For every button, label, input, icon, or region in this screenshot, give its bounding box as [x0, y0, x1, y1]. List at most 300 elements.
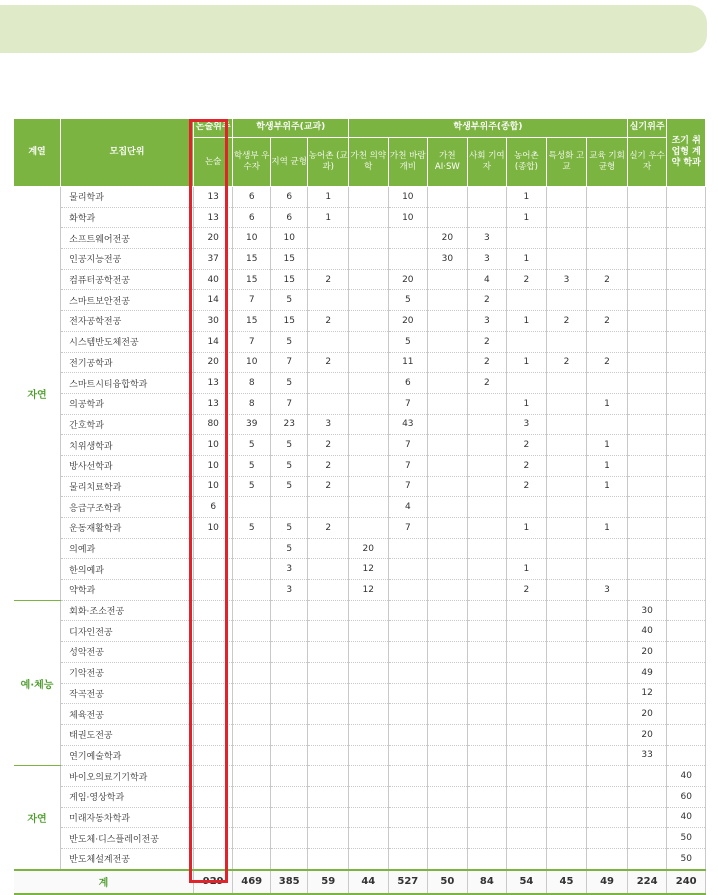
quota-cell — [428, 414, 468, 435]
quota-cell — [627, 187, 667, 208]
quota-cell — [193, 662, 233, 683]
quota-cell — [546, 724, 587, 745]
unit-name-cell: 치위생학과 — [61, 435, 194, 456]
quota-cell — [587, 559, 628, 580]
quota-cell — [587, 807, 628, 828]
quota-cell — [428, 497, 468, 518]
quota-cell — [233, 662, 271, 683]
quota-cell — [388, 683, 428, 704]
unit-name-cell: 약학과 — [61, 580, 194, 601]
quota-cell — [349, 828, 389, 849]
quota-cell — [587, 704, 628, 725]
quota-cell — [388, 642, 428, 663]
quota-cell — [270, 662, 308, 683]
quota-cell: 5 — [233, 476, 271, 497]
quota-cell — [349, 497, 389, 518]
quota-cell — [388, 724, 428, 745]
quota-cell — [308, 662, 349, 683]
quota-cell: 1 — [587, 393, 628, 414]
quota-cell: 15 — [270, 269, 308, 290]
quota-cell — [349, 455, 389, 476]
quota-cell — [308, 538, 349, 559]
quota-cell — [667, 497, 706, 518]
quota-cell — [428, 331, 468, 352]
quota-cell — [388, 228, 428, 249]
table-row — [14, 559, 706, 580]
quota-cell — [507, 642, 547, 663]
category-cell: 자연 — [14, 766, 61, 870]
quota-cell — [428, 642, 468, 663]
quota-cell — [467, 393, 507, 414]
quota-cell — [193, 745, 233, 766]
header-sub: 가천 바람 개비 — [388, 138, 428, 187]
quota-cell — [349, 642, 389, 663]
unit-name-cell: 의공학과 — [61, 393, 194, 414]
quota-cell — [546, 828, 587, 849]
quota-cell: 6 — [233, 187, 271, 208]
quota-cell — [233, 786, 271, 807]
quota-cell — [428, 311, 468, 332]
quota-cell: 20 — [627, 704, 667, 725]
quota-cell: 2 — [308, 311, 349, 332]
quota-cell — [667, 455, 706, 476]
quota-cell — [627, 311, 667, 332]
quota-cell — [308, 807, 349, 828]
quota-cell — [193, 600, 233, 621]
total-label: 계 — [14, 870, 193, 894]
quota-cell: 3 — [546, 269, 587, 290]
quota-cell — [546, 414, 587, 435]
quota-cell: 14 — [193, 290, 233, 311]
quota-cell — [349, 187, 389, 208]
quota-cell — [428, 455, 468, 476]
table-row — [14, 435, 706, 456]
quota-cell — [546, 393, 587, 414]
quota-cell: 3 — [270, 580, 308, 601]
quota-cell — [667, 187, 706, 208]
quota-cell: 1 — [587, 518, 628, 539]
quota-cell: 37 — [193, 249, 233, 270]
table-row — [14, 352, 706, 373]
total-cell: 224 — [627, 870, 667, 894]
quota-cell — [193, 724, 233, 745]
quota-cell — [667, 414, 706, 435]
unit-name-cell: 미래자동차학과 — [61, 807, 194, 828]
quota-cell — [193, 807, 233, 828]
quota-cell — [308, 745, 349, 766]
unit-name-cell: 소프트웨어전공 — [61, 228, 194, 249]
quota-cell: 7 — [270, 352, 308, 373]
unit-name-cell: 의예과 — [61, 538, 194, 559]
quota-cell: 6 — [270, 207, 308, 228]
table-row — [14, 311, 706, 332]
total-cell: 49 — [587, 870, 628, 894]
quota-cell: 2 — [507, 580, 547, 601]
category-cell: 예·체능 — [14, 600, 61, 766]
quota-cell: 10 — [193, 476, 233, 497]
quota-cell: 8 — [233, 373, 271, 394]
quota-cell: 5 — [233, 435, 271, 456]
quota-cell — [627, 849, 667, 870]
quota-cell — [270, 745, 308, 766]
quota-cell — [270, 828, 308, 849]
table-row — [14, 745, 706, 766]
quota-cell — [349, 476, 389, 497]
quota-cell — [308, 600, 349, 621]
quota-cell: 11 — [388, 352, 428, 373]
quota-cell — [467, 828, 507, 849]
quota-cell — [587, 786, 628, 807]
quota-cell — [546, 849, 587, 870]
quota-cell: 15 — [270, 249, 308, 270]
quota-cell — [428, 704, 468, 725]
quota-cell: 2 — [308, 476, 349, 497]
quota-cell: 10 — [388, 207, 428, 228]
quota-cell: 2 — [507, 269, 547, 290]
unit-name-cell: 성악전공 — [61, 642, 194, 663]
quota-cell — [270, 600, 308, 621]
quota-cell — [308, 290, 349, 311]
table-row — [14, 249, 706, 270]
quota-cell — [507, 724, 547, 745]
quota-cell — [349, 600, 389, 621]
quota-cell: 7 — [233, 290, 271, 311]
quota-cell — [233, 807, 271, 828]
total-cell: 527 — [388, 870, 428, 894]
quota-cell — [193, 704, 233, 725]
quota-cell — [388, 580, 428, 601]
quota-cell — [546, 331, 587, 352]
total-cell: 45 — [546, 870, 587, 894]
unit-name-cell: 응급구조학과 — [61, 497, 194, 518]
quota-cell — [193, 786, 233, 807]
quota-cell — [349, 683, 389, 704]
header-category: 계열 — [14, 119, 61, 187]
quota-cell — [233, 745, 271, 766]
quota-cell — [467, 476, 507, 497]
quota-cell — [667, 662, 706, 683]
table-row — [14, 455, 706, 476]
quota-cell: 40 — [627, 621, 667, 642]
quota-cell: 43 — [388, 414, 428, 435]
quota-cell — [667, 642, 706, 663]
quota-cell: 1 — [507, 518, 547, 539]
table-row — [14, 704, 706, 725]
quota-cell — [587, 373, 628, 394]
quota-cell — [308, 683, 349, 704]
table-row — [14, 642, 706, 663]
quota-cell: 1 — [507, 559, 547, 580]
quota-cell — [667, 600, 706, 621]
quota-cell — [388, 745, 428, 766]
quota-cell — [627, 207, 667, 228]
quota-cell — [587, 621, 628, 642]
total-cell: 240 — [667, 870, 706, 894]
quota-cell — [349, 414, 389, 435]
quota-cell — [467, 766, 507, 787]
quota-cell — [507, 704, 547, 725]
header-sub: 사회 기여자 — [467, 138, 507, 187]
quota-cell: 2 — [507, 476, 547, 497]
quota-cell — [667, 331, 706, 352]
quota-cell — [546, 683, 587, 704]
unit-name-cell: 디자인전공 — [61, 621, 194, 642]
quota-cell: 5 — [270, 455, 308, 476]
quota-cell — [270, 621, 308, 642]
quota-cell: 1 — [507, 207, 547, 228]
quota-cell — [587, 828, 628, 849]
quota-cell: 2 — [308, 435, 349, 456]
quota-cell — [428, 269, 468, 290]
quota-cell — [428, 393, 468, 414]
quota-cell — [587, 766, 628, 787]
table-row — [14, 786, 706, 807]
quota-cell: 13 — [193, 393, 233, 414]
quota-cell: 1 — [587, 435, 628, 456]
quota-cell: 3 — [507, 414, 547, 435]
quota-cell: 7 — [388, 476, 428, 497]
quota-cell — [428, 290, 468, 311]
quota-cell — [428, 786, 468, 807]
table-row — [14, 683, 706, 704]
unit-name-cell: 화학과 — [61, 207, 194, 228]
quota-cell: 10 — [388, 187, 428, 208]
quota-cell — [388, 766, 428, 787]
quota-cell: 39 — [233, 414, 271, 435]
quota-cell — [467, 745, 507, 766]
quota-cell — [667, 683, 706, 704]
quota-cell — [467, 683, 507, 704]
quota-cell — [667, 393, 706, 414]
quota-cell — [349, 249, 389, 270]
table-row — [14, 228, 706, 249]
table-row — [14, 766, 706, 787]
quota-cell — [193, 559, 233, 580]
quota-cell — [388, 249, 428, 270]
table-row — [14, 331, 706, 352]
table-row — [14, 393, 706, 414]
header-sub: 교육 기회 균형 — [587, 138, 628, 187]
quota-cell — [587, 228, 628, 249]
quota-cell — [587, 187, 628, 208]
quota-cell — [587, 662, 628, 683]
quota-cell — [587, 724, 628, 745]
quota-cell — [349, 662, 389, 683]
quota-cell — [349, 352, 389, 373]
quota-cell: 5 — [270, 435, 308, 456]
quota-cell: 15 — [270, 311, 308, 332]
quota-cell — [388, 849, 428, 870]
quota-cell — [308, 373, 349, 394]
quota-cell — [546, 600, 587, 621]
quota-cell — [193, 538, 233, 559]
quota-cell — [587, 497, 628, 518]
header-sub: 가천 AI·SW — [428, 138, 468, 187]
quota-cell: 15 — [233, 269, 271, 290]
quota-cell — [308, 849, 349, 870]
table-row — [14, 849, 706, 870]
unit-name-cell: 운동재활학과 — [61, 518, 194, 539]
quota-cell — [507, 373, 547, 394]
header-sub: 실기 우수자 — [627, 138, 667, 187]
quota-cell: 3 — [467, 228, 507, 249]
quota-cell — [627, 455, 667, 476]
quota-cell — [546, 766, 587, 787]
quota-cell — [270, 849, 308, 870]
quota-cell — [546, 538, 587, 559]
quota-cell: 2 — [507, 455, 547, 476]
quota-cell — [428, 849, 468, 870]
unit-name-cell: 태권도전공 — [61, 724, 194, 745]
quota-cell — [428, 580, 468, 601]
quota-cell — [388, 559, 428, 580]
quota-cell — [349, 745, 389, 766]
quota-cell — [233, 621, 271, 642]
quota-cell — [546, 373, 587, 394]
quota-cell — [270, 704, 308, 725]
quota-cell — [667, 373, 706, 394]
quota-cell — [308, 580, 349, 601]
header-group-student-comprehensive: 학생부위주(종합) — [349, 119, 628, 138]
quota-cell — [428, 538, 468, 559]
quota-cell: 13 — [193, 207, 233, 228]
quota-cell: 1 — [507, 311, 547, 332]
quota-cell — [349, 849, 389, 870]
header-sub: 지역 균형 — [270, 138, 308, 187]
quota-cell — [587, 683, 628, 704]
quota-cell: 60 — [667, 786, 706, 807]
quota-cell — [507, 745, 547, 766]
quota-cell: 1 — [507, 393, 547, 414]
quota-cell: 33 — [627, 745, 667, 766]
quota-cell — [627, 373, 667, 394]
quota-cell: 20 — [193, 228, 233, 249]
quota-cell — [388, 600, 428, 621]
quota-cell — [233, 538, 271, 559]
quota-cell: 5 — [270, 538, 308, 559]
quota-cell — [507, 683, 547, 704]
total-cell: 84 — [467, 870, 507, 894]
total-cell: 50 — [428, 870, 468, 894]
quota-cell — [349, 207, 389, 228]
unit-name-cell: 물리학과 — [61, 187, 194, 208]
quota-cell — [507, 290, 547, 311]
quota-cell — [349, 331, 389, 352]
quota-cell — [428, 766, 468, 787]
quota-cell: 7 — [388, 455, 428, 476]
quota-cell — [308, 559, 349, 580]
quota-cell — [627, 559, 667, 580]
quota-cell — [507, 828, 547, 849]
quota-cell — [193, 849, 233, 870]
quota-cell: 15 — [233, 311, 271, 332]
table-row — [14, 476, 706, 497]
quota-cell — [308, 786, 349, 807]
quota-cell — [667, 207, 706, 228]
quota-cell — [546, 704, 587, 725]
admissions-table — [14, 119, 706, 895]
table-row — [14, 269, 706, 290]
quota-cell — [667, 745, 706, 766]
quota-cell: 13 — [193, 373, 233, 394]
quota-cell: 40 — [193, 269, 233, 290]
table-row — [14, 807, 706, 828]
quota-cell — [233, 497, 271, 518]
quota-cell — [507, 331, 547, 352]
quota-cell — [667, 249, 706, 270]
quota-cell: 20 — [349, 538, 389, 559]
quota-cell: 2 — [587, 269, 628, 290]
quota-cell — [627, 352, 667, 373]
quota-cell — [507, 228, 547, 249]
unit-name-cell: 전기공학과 — [61, 352, 194, 373]
quota-cell — [546, 642, 587, 663]
quota-cell — [507, 786, 547, 807]
quota-cell — [308, 497, 349, 518]
quota-cell: 7 — [388, 393, 428, 414]
quota-cell — [428, 600, 468, 621]
quota-cell — [667, 476, 706, 497]
quota-cell — [308, 766, 349, 787]
quota-cell: 2 — [467, 352, 507, 373]
quota-cell — [388, 662, 428, 683]
category-cell: 자연 — [14, 187, 61, 601]
quota-cell — [270, 683, 308, 704]
quota-cell — [467, 807, 507, 828]
quota-cell — [627, 435, 667, 456]
total-cell: 54 — [507, 870, 547, 894]
quota-cell — [507, 807, 547, 828]
quota-cell — [388, 786, 428, 807]
quota-cell — [428, 476, 468, 497]
table-row — [14, 290, 706, 311]
quota-cell — [546, 786, 587, 807]
quota-cell — [507, 766, 547, 787]
quota-cell — [349, 786, 389, 807]
unit-name-cell: 컴퓨터공학전공 — [61, 269, 194, 290]
total-cell: 59 — [308, 870, 349, 894]
total-cell: 469 — [233, 870, 271, 894]
unit-name-cell: 인공지능전공 — [61, 249, 194, 270]
table-row — [14, 497, 706, 518]
quota-cell — [388, 621, 428, 642]
quota-cell — [667, 538, 706, 559]
quota-cell — [627, 476, 667, 497]
quota-cell — [388, 828, 428, 849]
quota-cell — [546, 518, 587, 539]
quota-cell: 2 — [308, 269, 349, 290]
unit-name-cell: 작곡전공 — [61, 683, 194, 704]
quota-cell: 5 — [388, 331, 428, 352]
quota-cell — [270, 766, 308, 787]
quota-cell: 3 — [587, 580, 628, 601]
quota-cell: 14 — [193, 331, 233, 352]
quota-cell — [587, 414, 628, 435]
quota-cell: 10 — [233, 228, 271, 249]
quota-cell — [349, 290, 389, 311]
quota-cell — [507, 538, 547, 559]
quota-cell — [193, 621, 233, 642]
quota-cell — [388, 538, 428, 559]
quota-cell: 10 — [193, 455, 233, 476]
quota-cell: 1 — [507, 352, 547, 373]
header-sub: 특성화 고교 — [546, 138, 587, 187]
table-row — [14, 600, 706, 621]
quota-cell — [467, 435, 507, 456]
quota-cell — [667, 704, 706, 725]
quota-cell — [546, 435, 587, 456]
quota-cell — [233, 642, 271, 663]
